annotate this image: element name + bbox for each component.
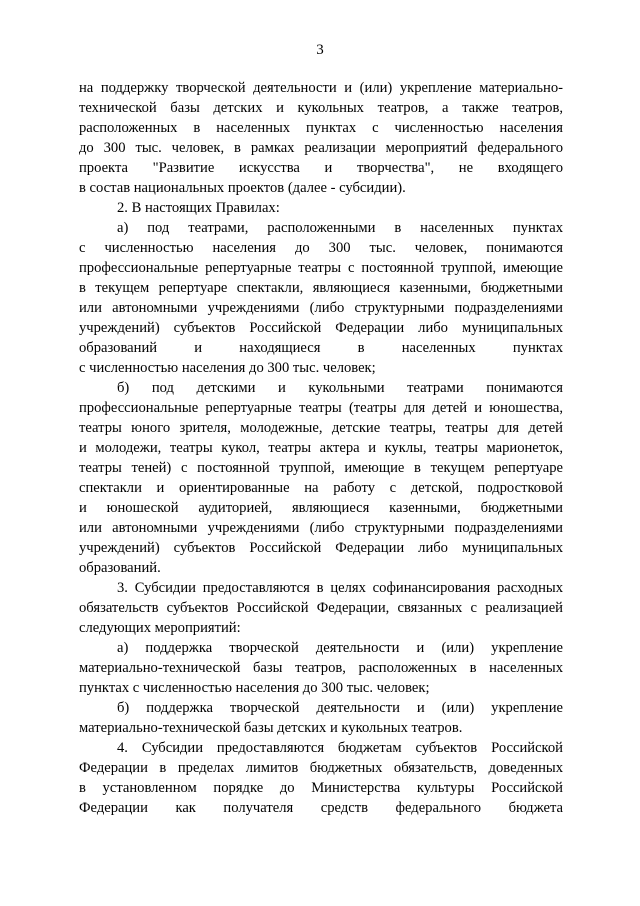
text-line: и юношеской аудиторией, являющиеся казенными, бюджетными [79, 500, 563, 516]
text-line: спектакли и ориентированные на работу с детской, подростковой [79, 480, 563, 496]
text-line: с численностью населения до 300 тыс. человек, понимаются [79, 240, 563, 256]
page-number: 3 [316, 42, 324, 58]
text-line: образований и находящиеся в населенных пунктах [79, 340, 563, 356]
text-line: расположенных в населенных пунктах с численностью населения [79, 120, 563, 136]
text-line: профессиональные репертуарные театры с постоянной труппой, имеющие [79, 260, 563, 276]
text-line: учреждений) субъектов Российской Федерации либо муниципальных [79, 540, 563, 556]
text-line: Федерации как получателя средств федерального бюджета [79, 800, 563, 816]
text-line: или автономными учреждениями (либо структурными подразделениями [79, 300, 563, 316]
text-line: в состав национальных проектов (далее - субсидии). [79, 180, 406, 196]
text-line: с численностью населения до 300 тыс. человек; [79, 360, 376, 376]
text-line: а) поддержка творческой деятельности и (или) укрепление [117, 640, 563, 656]
text-line: театры юного зрителя, молодежные, детские театры, театры для детей [79, 420, 563, 436]
text-line: и молодежи, театры кукол, театры актера и куклы, театры марионеток, [79, 440, 563, 456]
text-line: учреждений) субъектов Российской Федерации либо муниципальных [79, 320, 563, 336]
text-line: 3. Субсидии предоставляются в целях софинансирования расходных [117, 580, 563, 596]
text-line: материально-технической базы детских и кукольных театров. [79, 720, 463, 736]
text-line: Федерации в пределах лимитов бюджетных обязательств, доведенных [79, 760, 563, 776]
text-line: проекта "Развитие искусства и творчества", не входящего [79, 160, 563, 176]
text-line: пунктах с численностью населения до 300 тыс. человек; [79, 680, 430, 696]
text-line: технической базы детских и кукольных театров, а также театров, [79, 100, 563, 116]
text-line: до 300 тыс. человек, в рамках реализации мероприятий федерального [79, 140, 563, 156]
text-line: в текущем репертуаре спектакли, являющиеся казенными, бюджетными [79, 280, 563, 296]
text-line: или автономными учреждениями (либо структурными подразделениями [79, 520, 563, 536]
text-line: на поддержку творческой деятельности и (или) укрепление материально- [79, 80, 563, 96]
text-line: б) поддержка творческой деятельности и (или) укрепление [117, 700, 563, 716]
text-line: 2. В настоящих Правилах: [117, 200, 280, 216]
text-line: образований. [79, 560, 161, 576]
text-line: материально-технической базы театров, расположенных в населенных [79, 660, 563, 676]
text-line: профессиональные репертуарные театры (театры для детей и юношества, [79, 400, 563, 416]
text-line: 4. Субсидии предоставляются бюджетам субъектов Российской [117, 740, 563, 756]
text-line: следующих мероприятий: [79, 620, 241, 636]
text-line: б) под детскими и кукольными театрами понимаются [117, 380, 563, 396]
text-line: театры теней) с постоянной труппой, имеющие в текущем репертуаре [79, 460, 563, 476]
text-line: в установленном порядке до Министерства культуры Российской [79, 780, 563, 796]
text-line: а) под театрами, расположенными в населенных пунктах [117, 220, 563, 236]
text-line: обязательств субъектов Российской Федерации, связанных с реализацией [79, 600, 563, 616]
